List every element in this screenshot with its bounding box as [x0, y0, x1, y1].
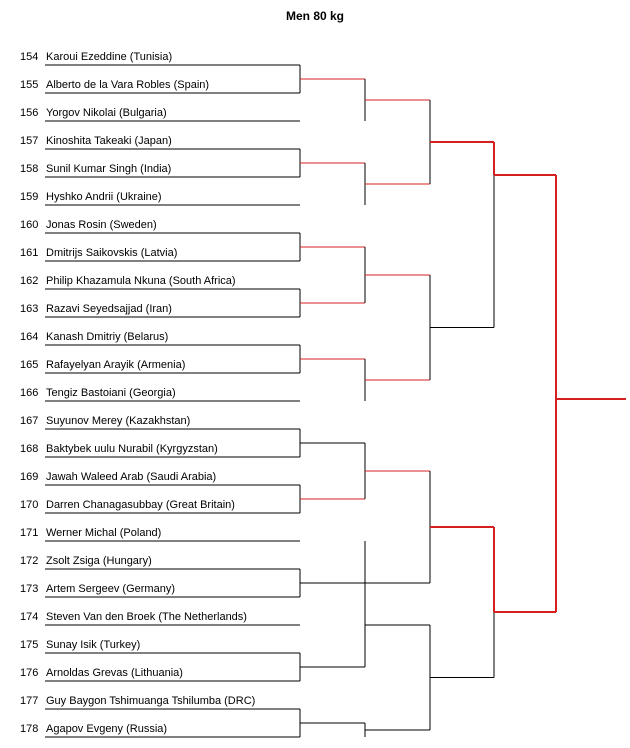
- entrant-number: 159: [20, 191, 39, 203]
- entrant-name: Werner Michal (Poland): [46, 527, 162, 539]
- entrant-name: Hyshko Andrii (Ukraine): [46, 191, 162, 203]
- entrant-name: Alberto de la Vara Robles (Spain): [46, 79, 210, 91]
- entrant-number: 171: [20, 527, 39, 539]
- entrant-number: 154: [20, 51, 39, 63]
- entrant-number: 173: [20, 583, 39, 595]
- entrant-number: 160: [20, 219, 39, 231]
- entrant-name: Dmitrijs Saikovskis (Latvia): [46, 247, 178, 259]
- entrant-name: Agapov Evgeny (Russia): [46, 723, 168, 735]
- entrant-name: Jawah Waleed Arab (Saudi Arabia): [46, 471, 217, 483]
- entrant-number: 155: [20, 79, 39, 91]
- entrant-number: 161: [20, 247, 39, 259]
- entrant-name: Suyunov Merey (Kazakhstan): [46, 415, 191, 427]
- entrant-name: Darren Chanagasubbay (Great Britain): [46, 499, 235, 511]
- entrant-number: 162: [20, 275, 39, 287]
- entrant-name: Karoui Ezeddine (Tunisia): [46, 51, 173, 63]
- entrant-number: 170: [20, 499, 39, 511]
- entrant-name: Arnoldas Grevas (Lithuania): [46, 667, 183, 679]
- entrant-number: 169: [20, 471, 39, 483]
- entrant-name: Yorgov Nikolai (Bulgaria): [46, 107, 167, 119]
- entrant-number: 168: [20, 443, 39, 455]
- entrant-name: Razavi Seyedsajjad (Iran): [46, 303, 172, 315]
- entrant-number: 163: [20, 303, 39, 315]
- entrant-name: Guy Baygon Tshimuanga Tshilumba (DRC): [46, 695, 256, 707]
- entrant-name: Steven Van den Broek (The Netherlands): [46, 611, 247, 623]
- entrant-name: Rafayelyan Arayik (Armenia): [46, 359, 186, 371]
- entrant-name: Jonas Rosin (Sweden): [46, 219, 157, 231]
- entrant-name: Tengiz Bastoiani (Georgia): [46, 387, 176, 399]
- entrant-name: Philip Khazamula Nkuna (South Africa): [46, 275, 236, 287]
- entrant-number: 175: [20, 639, 39, 651]
- entrant-name: Artem Sergeev (Germany): [46, 583, 175, 595]
- entrant-name: Zsolt Zsiga (Hungary): [46, 555, 152, 567]
- entrant-name: Kinoshita Takeaki (Japan): [46, 135, 172, 147]
- entrant-name: Sunay Isik (Turkey): [46, 639, 141, 651]
- entrant-name: Baktybek uulu Nurabil (Kyrgyzstan): [46, 443, 218, 455]
- entrant-number: 178: [20, 723, 39, 735]
- entrant-number: 172: [20, 555, 39, 567]
- entrant-number: 157: [20, 135, 39, 147]
- entrant-name: Kanash Dmitriy (Belarus): [46, 331, 169, 343]
- entrant-number: 174: [20, 611, 39, 623]
- entrant-name: Sunil Kumar Singh (India): [46, 163, 172, 175]
- entrant-number: 158: [20, 163, 39, 175]
- entrant-number: 176: [20, 667, 39, 679]
- entrant-number: 164: [20, 331, 39, 343]
- entrant-number: 167: [20, 415, 39, 427]
- entrant-number: 166: [20, 387, 39, 399]
- entrant-number: 165: [20, 359, 39, 371]
- entrant-number: 177: [20, 695, 39, 707]
- entrant-number: 156: [20, 107, 39, 119]
- bracket-title: Men 80 kg: [285, 9, 345, 23]
